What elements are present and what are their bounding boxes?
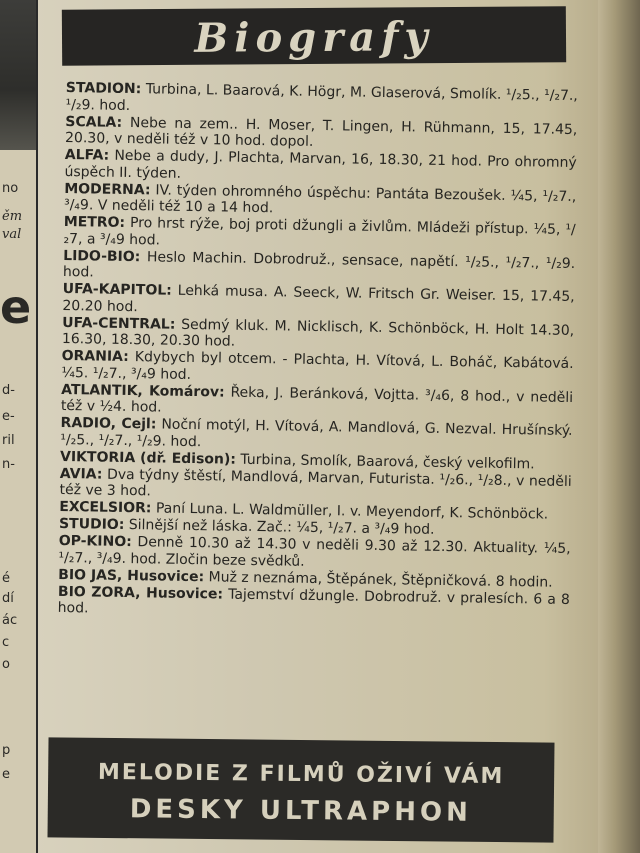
cinema-name: BIO ZORA, Husovice: [57,583,224,603]
adjacent-fragment: e [0,280,32,334]
page-edge [598,0,640,853]
adjacent-fragment: ác [2,613,18,628]
adjacent-fragment: no [2,181,19,196]
cinema-name: AVIA: [59,465,103,483]
cinema-program: Řeka, J. Beránková, Vojtta. ³/₄6, 8 hod., v neděli též v ½4. hod. [60,384,574,416]
cinema-program: Heslo Machin. Dobrodruž., sensace, napětí. ¹/₂5., ¹/₂7., ¹/₂9. hod. [62,248,576,281]
adjacent-fragment: ril [2,433,15,448]
cinema-name: ALFA: [64,146,110,164]
cinema-program: Sedmý kluk. M. Nicklisch, K. Schönböck, H. Holt 14.30, 16.30, 18.30, 20.30 hod. [61,316,575,350]
cinema-listings [58,80,578,625]
cinema-program: Turbina, L. Baarová, K. Högr, M. Glaserová, Smolík. ¹/₂5., ¹/₂7., ¹/₂9. hod. [65,81,578,114]
cinema-program: Pro hrst rýže, boj proti džungli a živlům. Mládeži přístup. ¼5, ¹/₂7, a ³/₄9 hod. [63,215,576,248]
cinema-name: ORANIA: [61,347,129,366]
cinema-program: Paní Luna. L. Waldmüller, I. v. Meyendorf, K. Schönböck. [155,500,549,523]
adjacent-fragment: e- [2,409,15,424]
advertisement [47,737,554,842]
cinema-name: ATLANTIK, Komárov: [61,381,225,401]
cinema-program: Dva týdny štěstí, Mandlová, Marvan, Futurista. ¹/₂6., ¹/₂8., v neděli též ve 3 hod. [59,466,572,500]
cinema-name: BIO JAS, Husovice: [58,566,205,585]
adjacent-fragment: e [2,767,10,782]
adjacent-fragment: dí [2,591,14,606]
adjacent-fragment: é [2,571,10,586]
cinema-program: Denně 10.30 až 14.30 v neděli 9.30 až 12.30. Aktuality. ¼5, ¹/₂7., ³/₄9. hod. Zločin beze svědků. [58,534,571,570]
cinema-program: Noční motýl, H. Vítová, A. Mandlová, G. Nezval. Hrušínský. ¹/₂5., ¹/₂7., ¹/₂9. hod. [60,416,573,450]
advertisement-brand: DESKY ULTRAPHON [129,794,472,828]
adjacent-fragment: n- [2,457,15,472]
cinema-name: OP-KINO: [58,532,132,551]
section-title: Biografy [194,13,434,62]
cinema-program: Nebe a dudy, J. Plachta, Marvan, 16, 18.30, 21 hod. Pro ohromný úspěch II. týden. [64,147,577,182]
cinema-program: Kdybych byl otcem. - Plachta, H. Vítová, L. Boháč, Kabátová. ¼5. ¹/₂7., ³/₄9 hod. [61,349,574,383]
adjacent-column [0,0,38,853]
cinema-name: STUDIO: [58,515,125,533]
cinema-name: METRO: [63,213,126,231]
section-header-banner [62,6,566,66]
cinema-name: VIKTORIA (dř. Edison): [59,448,237,468]
adjacent-fragment: p [2,743,11,758]
cinema-entry [58,583,570,624]
cinema-name: SCALA: [65,113,123,131]
cinema-name: EXCELSIOR: [59,498,152,517]
adjacent-photo [0,0,36,150]
cinema-name: UFA-KAPITOL: [62,280,172,299]
cinema-program: IV. týden ohromného úspěchu: Pantáta Bezoušek. ¼5, ¹/₂7., ³/₄9. V neděli též 10 a 14 hod. [63,181,577,217]
adjacent-fragment: o [2,657,10,672]
cinema-program: Tajemství džungle. Dobrodruž. v pralesích. 6 a 8 hod. [57,586,571,617]
adjacent-fragment: ěm [2,209,23,224]
cinema-program: Turbina, Smolík, Baarová, český velkofilm. [240,451,535,472]
cinema-program: Silnější než láska. Zač.: ¼5, ¹/₂7. a ³/₄9 hod. [128,517,435,538]
cinema-name: RADIO, Cejl: [60,414,157,433]
cinema-name: UFA-CENTRAL: [62,314,176,333]
adjacent-fragment: c [2,635,10,650]
adjacent-fragment: val [2,227,22,242]
cinema-program: Muž z neznáma, Štěpánek, Štěpničková. 8 hodin. [208,568,553,591]
adjacent-fragment: d- [2,383,15,398]
cinema-name: MODERNA: [64,180,151,198]
cinema-program: Nebe na zem.. H. Moser, T. Lingen, H. Rühmann, 15, 17.45, 20.30, v neděli též v 10 hod. dopol. [64,114,578,150]
cinema-program: Lehká musa. A. Seeck, W. Fritsch Gr. Weiser. 15, 17.45, 20.20 hod. [62,282,575,315]
cinema-name: LIDO-BIO: [63,247,141,265]
advertisement-line: MELODIE Z FILMŮ OŽIVÍ VÁM [97,759,505,790]
cinema-name: STADION: [65,80,142,98]
